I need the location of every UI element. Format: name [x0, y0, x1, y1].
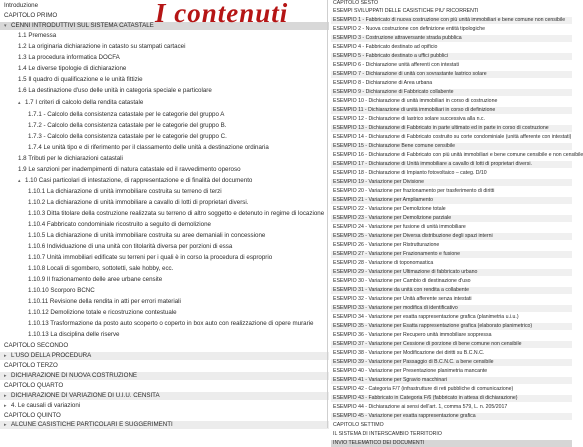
toc-item[interactable]	[331, 233, 572, 240]
toc-item-label: ESEMPIO 26 - Variazione per Ristrutturazione	[333, 242, 440, 248]
toc-item[interactable]	[331, 278, 572, 285]
toc-item[interactable]	[331, 161, 572, 168]
toc-item[interactable]	[0, 54, 343, 62]
expand-toggle-icon[interactable]: ▴	[18, 178, 21, 184]
toc-item-label: 1.1 Premessa	[18, 32, 57, 39]
toc-item[interactable]	[0, 421, 329, 429]
toc-item[interactable]	[331, 134, 572, 141]
toc-item[interactable]	[0, 287, 353, 295]
toc-item[interactable]	[0, 254, 353, 262]
page-title: I contenuti	[155, 0, 289, 28]
toc-item-label: ESEMPIO 31 - Variazione da unità con rendita a collabente	[333, 287, 470, 293]
toc-item-label: 1.8 Tributi per le dichiarazioni catastali	[18, 155, 123, 162]
toc-item-label: ESEMPIO 5 - Fabbricato destinato a uffici pubblici	[333, 53, 448, 59]
toc-item[interactable]	[0, 99, 343, 107]
toc-item[interactable]	[331, 197, 572, 204]
toc-item-label: Introduzione	[4, 2, 39, 9]
toc-item-label: 1.10.6 Individuazione di una unità con titolarità diversa per porzioni di essa	[28, 243, 233, 250]
toc-item-label: ESEMPIO 8 - Dichiarazione di Area urbana	[333, 80, 433, 86]
toc-item[interactable]	[0, 243, 353, 251]
toc-item[interactable]	[0, 362, 329, 370]
toc-item-label: 1.2 La originaria dichiarazione in catasto su stampati cartacei	[18, 43, 186, 50]
toc-item-label: ESEMPIO 34 - Variazione per esatta rappresentazione grafica (planimetria u.i.u.)	[333, 314, 519, 320]
toc-item[interactable]	[331, 305, 572, 312]
toc-item[interactable]	[331, 206, 572, 213]
toc-item[interactable]	[0, 87, 343, 95]
toc-item[interactable]	[331, 269, 572, 276]
toc-item[interactable]	[331, 26, 572, 33]
toc-item-label: ESEMPIO 4 - Fabbricato destinato ad opificio	[333, 44, 438, 50]
toc-item-label: ESEMPIO 1 - Fabbricato di nuova costruzione con più unità immobiliari e bene comune non censibile	[333, 17, 566, 23]
toc-item-label: 1.10.9 Il frazionamento delle aree urbane censite	[28, 276, 163, 283]
toc-item-label: L'USO DELLA PROCEDURA	[11, 352, 92, 359]
expand-toggle-icon[interactable]: ▾	[4, 23, 7, 29]
toc-item[interactable]	[0, 276, 353, 284]
toc-item-label: ESEMPIO 20 - Variazione per frazionamento per trasferimento di diritti	[333, 188, 495, 194]
toc-item-label: CAPITOLO TERZO	[4, 362, 58, 369]
expand-toggle-icon[interactable]: ▸	[4, 422, 7, 428]
toc-item[interactable]	[331, 215, 572, 222]
toc-item-label: ESEMPIO 2 - Nuova costruzione con definizione entità tipologiche	[333, 26, 485, 32]
expand-toggle-icon[interactable]: ▸	[4, 403, 7, 409]
toc-item[interactable]	[331, 89, 572, 96]
toc-item-label: ESEMPI SVILUPPATI DELLE CASISTICHE PIU' RICORRENTI	[333, 8, 479, 14]
toc-item[interactable]	[0, 188, 353, 196]
toc-item[interactable]	[331, 260, 572, 267]
toc-item-label: ESEMPIO 19 - Variazione per Divisione	[333, 179, 425, 185]
toc-item[interactable]	[0, 372, 329, 380]
toc-item[interactable]	[331, 377, 572, 384]
toc-item-label: ESEMPIO 18 - Dichiarazione di Impianto fotovoltaico – categ. D/10	[333, 170, 487, 176]
toc-item-label: ESEMPIO 21 - Variazione per Ampliamento	[333, 197, 433, 203]
toc-item[interactable]	[331, 53, 572, 60]
toc-item-label: ESEMPIO 27 - Variazione per Frazionamento e fusione	[333, 251, 461, 257]
toc-item[interactable]	[0, 76, 343, 84]
toc-item[interactable]	[331, 170, 572, 177]
toc-item-label: 1.10.8 Locali di sgombero, sottotetti, sale hobby, ecc.	[28, 265, 174, 272]
toc-item[interactable]	[331, 395, 572, 402]
toc-item-label: ESEMPIO 14 - Dichiarazione di Fabbricato costruito su corte condominiale (unità afferente con intestati)	[333, 134, 572, 140]
toc-item[interactable]	[331, 17, 572, 24]
toc-item-label: ESEMPIO 44 - Dichiarazione ai sensi dell'art. 1, comma 579, L. n. 205/2017	[333, 404, 508, 410]
toc-item[interactable]	[331, 431, 572, 438]
toc-item[interactable]	[331, 413, 572, 420]
expand-toggle-icon[interactable]: ▸	[4, 353, 7, 359]
toc-item-label: ALCUNE CASISTICHE PARTICOLARI E SUGGERIMENTI	[11, 421, 173, 428]
toc-item[interactable]	[331, 152, 583, 159]
toc-item[interactable]	[331, 0, 572, 7]
toc-item[interactable]	[331, 44, 572, 51]
toc-item-label: ESEMPIO 3 - Costruzione attraversante strada pubblica	[333, 35, 462, 41]
toc-item-label: 1.4 Le diverse tipologie di dichiarazione	[18, 65, 127, 72]
toc-item-label: ESEMPIO 36 - Variazione per Recupero unità immobiliare soppressa	[333, 332, 492, 338]
toc-item[interactable]	[0, 232, 353, 240]
toc-item[interactable]	[331, 242, 572, 249]
toc-item[interactable]	[0, 412, 329, 420]
toc-item[interactable]	[0, 122, 353, 130]
toc-item[interactable]	[331, 116, 572, 123]
toc-item-label: ESEMPIO 38 - Variazione per Modificazione dei diritti su B.C.N.C.	[333, 350, 485, 356]
toc-item[interactable]	[331, 107, 572, 114]
toc-item[interactable]	[331, 368, 572, 375]
toc-item-label: CENNI INTRODUTTIVI SUL SISTEMA CATASTALE	[11, 22, 154, 29]
toc-item[interactable]	[331, 188, 572, 195]
toc-item[interactable]	[0, 43, 343, 51]
toc-item[interactable]	[0, 298, 353, 306]
toc-item-label: 1.10.4 Fabbricato condominiale ricostruito a seguito di demolizione	[28, 221, 211, 228]
toc-item[interactable]	[0, 111, 353, 119]
toc-item[interactable]	[0, 210, 353, 218]
toc-item[interactable]	[331, 296, 572, 303]
toc-item-label: CAPITOLO SECONDO	[4, 342, 69, 349]
toc-item[interactable]	[0, 265, 353, 273]
toc-item-label: ESEMPIO 16 - Dichiarazione di Fabbricato con più unità immobiliari e bene comune censibile e non censibile	[333, 152, 583, 158]
toc-item[interactable]	[0, 144, 353, 152]
toc-item-label: 1.10.1 La dichiarazione di unità immobiliare costruita su terreno di terzi	[28, 188, 222, 195]
toc-item-label: ESEMPIO 12 - Dichiarazione di lastrico solare successiva alla n.c.	[333, 116, 485, 122]
toc-item-label: ESEMPIO 37 - Variazione per Cessione di porzione di bene comune non censibile	[333, 341, 522, 347]
toc-item[interactable]	[0, 221, 353, 229]
toc-item[interactable]	[331, 143, 572, 150]
toc-item-label: 1.10.7 Unità immobiliari edificate su terreni per i quali è in corso la procedura di esproprio	[28, 254, 273, 261]
toc-item[interactable]	[331, 62, 572, 69]
toc-item[interactable]	[0, 309, 353, 317]
toc-item-label: ESEMPIO 15 - Dichiarazione Bene comune censibile	[333, 143, 455, 149]
toc-item[interactable]	[331, 332, 572, 339]
toc-item[interactable]	[331, 80, 572, 87]
toc-item[interactable]	[0, 342, 329, 350]
toc-item-label: 1.7.3 - Calcolo della consistenza catastale per le categorie del gruppo C.	[28, 133, 227, 140]
toc-item-label: 1.7 I criteri di calcolo della rendita catastale	[25, 99, 144, 106]
toc-item[interactable]	[331, 8, 572, 15]
toc-item-label: ESEMPIO 24 - Variazione per fusione di unità immobiliare	[333, 224, 466, 230]
toc-item-label: 4. Le causali di variazioni	[11, 402, 81, 409]
toc-item-label: 1.10.11 Revisione della rendita in atti per errori materiali	[28, 298, 181, 305]
toc-item-label: 1.10.12 Demolizione totale e ricostruzione contestuale	[28, 309, 177, 316]
toc-item-label: 1.10.2 La dichiarazione di unità immobiliare a cavallo di lotti di proprietari diversi.	[28, 199, 249, 206]
toc-item-label: 1.5 Il quadro di qualificazione e le unità fittizie	[18, 76, 143, 83]
toc-item-label: ESEMPIO 10 - Dichiarazione di unità immobiliari in corso di costruzione	[333, 98, 498, 104]
toc-item-label: ESEMPIO 32 - Variazione per Unità afferente senza intestati	[333, 296, 472, 302]
toc-item[interactable]	[331, 224, 572, 231]
toc-item-label: ESEMPIO 30 - Variazione per Cambio di destinazione d'uso	[333, 278, 471, 284]
toc-item-label: 1.10.5 La dichiarazione di unità immobiliare costruita su aree demaniali in concessione	[28, 232, 266, 239]
toc-item-label: ESEMPIO 22 - Variazione per Demolizione totale	[333, 206, 446, 212]
toc-item-label: 1.7.1 - Calcolo della consistenza catastale per le categorie del gruppo A	[28, 111, 225, 118]
toc-item-label: ESEMPIO 7 - Dichiarazione di unità con sovrastante lastrico solare	[333, 71, 487, 77]
toc-item[interactable]	[0, 402, 329, 410]
toc-item[interactable]	[0, 65, 343, 73]
toc-item[interactable]	[331, 404, 572, 411]
toc-item-label: CAPITOLO QUARTO	[4, 382, 64, 389]
toc-item[interactable]	[0, 352, 329, 360]
toc-item[interactable]	[0, 320, 353, 328]
toc-item-label: CAPITOLO QUINTO	[4, 412, 61, 419]
toc-item-label: ESEMPIO 35 - Variazione per Esatta rappresentazione grafica (elaborato planimetrico)	[333, 323, 533, 329]
toc-item[interactable]	[0, 177, 343, 185]
toc-item[interactable]	[331, 125, 572, 132]
toc-item[interactable]	[331, 35, 572, 42]
toc-item-label: ESEMPIO 41 - Variazione per Sgravio macchinari	[333, 377, 448, 383]
expand-toggle-icon[interactable]: ▸	[4, 393, 7, 399]
toc-item-label: ESEMPIO 43 - Fabbricato in Categoria F/6 (fabbricato in attesa di dichiarazione)	[333, 395, 518, 401]
toc-item-label: DICHIARAZIONE DI VARIAZIONE DI U.I.U. CENSITA	[11, 392, 160, 399]
toc-item[interactable]	[331, 314, 572, 321]
toc-item-label: CAPITOLO SESTO	[333, 0, 379, 6]
toc-item[interactable]	[0, 382, 329, 390]
toc-item[interactable]	[0, 392, 329, 400]
toc-item-label: ESEMPIO 45 - Variazione per esatta rappresentazione grafica	[333, 413, 476, 419]
toc-item-label: IL SISTEMA DI INTERSCAMBIO TERRITORIO	[333, 431, 442, 437]
expand-toggle-icon[interactable]: ▴	[18, 100, 21, 106]
expand-toggle-icon[interactable]: ▸	[4, 373, 7, 379]
toc-item[interactable]	[331, 179, 572, 186]
toc-item[interactable]	[0, 155, 343, 163]
toc-item-label: ESEMPIO 40 - Variazione per Presentazione planimetria mancante	[333, 368, 488, 374]
toc-item-label: ESEMPIO 29 - Variazione per Ultimazione di fabbricato urbano	[333, 269, 478, 275]
toc-item-label: CAPITOLO PRIMO	[4, 12, 58, 19]
toc-item[interactable]	[331, 341, 572, 348]
toc-item-label: DICHIARAZIONE DI NUOVA COSTRUZIONE	[11, 372, 138, 379]
toc-item-label: INVIO TELEMATICO DEI DOCUMENTI	[333, 440, 425, 446]
toc-item[interactable]	[331, 386, 572, 393]
toc-item-label: ESEMPIO 11 - Dichiarazione di unità immobiliari in corso di definizione	[333, 107, 496, 113]
toc-item[interactable]	[331, 359, 572, 366]
toc-item-label: 1.10 Casi particolari di intestazione, di rappresentazione e di finalità del documento	[25, 177, 253, 184]
toc-item[interactable]	[0, 166, 343, 174]
toc-item[interactable]	[331, 98, 572, 105]
toc-item[interactable]	[331, 323, 572, 330]
right-toc-pane	[331, 0, 583, 446]
toc-item-label: ESEMPIO 25 - Variazione per Diversa distribuzione degli spazi interni	[333, 233, 493, 239]
toc-item-label: ESEMPIO 39 - Variazione per Passaggio di B.C.N.C. a bene censibile	[333, 359, 494, 365]
toc-item-label: ESEMPIO 33 - Variazione per modifica di identificativo	[333, 305, 458, 311]
toc-item[interactable]	[331, 440, 572, 447]
toc-item-label: 1.3 La procedura informatica DOCFA	[18, 54, 120, 61]
toc-item-label: 1.9 Le sanzioni per inadempimenti di natura catastale ed il ravvedimento operoso	[18, 166, 241, 173]
toc-item-label: ESEMPIO 28 - Variazione di toponomastica	[333, 260, 434, 266]
toc-item-label: CAPITOLO SETTIMO	[333, 422, 384, 428]
toc-item-label: 1.10.13 Trasformazione da posto auto scoperto o coperto in box auto con realizzazione di opere murarie	[28, 320, 314, 327]
pane-divider	[327, 0, 328, 428]
toc-item[interactable]	[0, 133, 353, 141]
toc-item-label: 1.10.13 La disciplina delle riserve	[28, 331, 120, 338]
toc-item-label: ESEMPIO 13 - Dichiarazione di Fabbricato in parte ultimato ed in parte in corso di costruzione	[333, 125, 549, 131]
toc-item-label: ESEMPIO 6 - Dichiarazione unità afferenti con intestati	[333, 62, 459, 68]
toc-item-label: 1.10.10 Scorporo BCNC	[28, 287, 95, 294]
toc-item[interactable]	[331, 350, 572, 357]
toc-item[interactable]	[331, 287, 572, 294]
toc-item-label: ESEMPIO 17 - Dichiarazione di Unità immobiliare a cavallo di lotti di proprietari diversi.	[333, 161, 532, 167]
toc-item-label: 1.7.2 - Calcolo della consistenza catastale per le categorie del gruppo B.	[28, 122, 227, 129]
toc-item[interactable]	[0, 32, 343, 40]
toc-item[interactable]	[0, 199, 353, 207]
toc-item-label: 1.10.3 Ditta titolare della costruzione realizzata su terreno di altro soggetto e detenuto in regime di locazione	[28, 210, 325, 217]
toc-item-label: ESEMPIO 9 - Dichiarazione di Fabbricato collabente	[333, 89, 454, 95]
toc-item-label: 1.6 La destinazione d'uso delle unità in categoria speciale e particolare	[18, 87, 212, 94]
toc-item[interactable]	[0, 331, 353, 339]
toc-item[interactable]	[331, 422, 572, 429]
toc-item-label: ESEMPIO 42 - Categoria F/7 (infrastrutture di reti pubbliche di comunicazione)	[333, 386, 514, 392]
toc-item-label: 1.7.4 Le unità tipo e di riferimento per il classamento delle unità a destinazione ordinaria	[28, 144, 269, 151]
toc-item-label: ESEMPIO 23 - Variazione per Demolizione parziale	[333, 215, 452, 221]
toc-item[interactable]	[331, 71, 572, 78]
toc-item[interactable]	[331, 251, 572, 258]
